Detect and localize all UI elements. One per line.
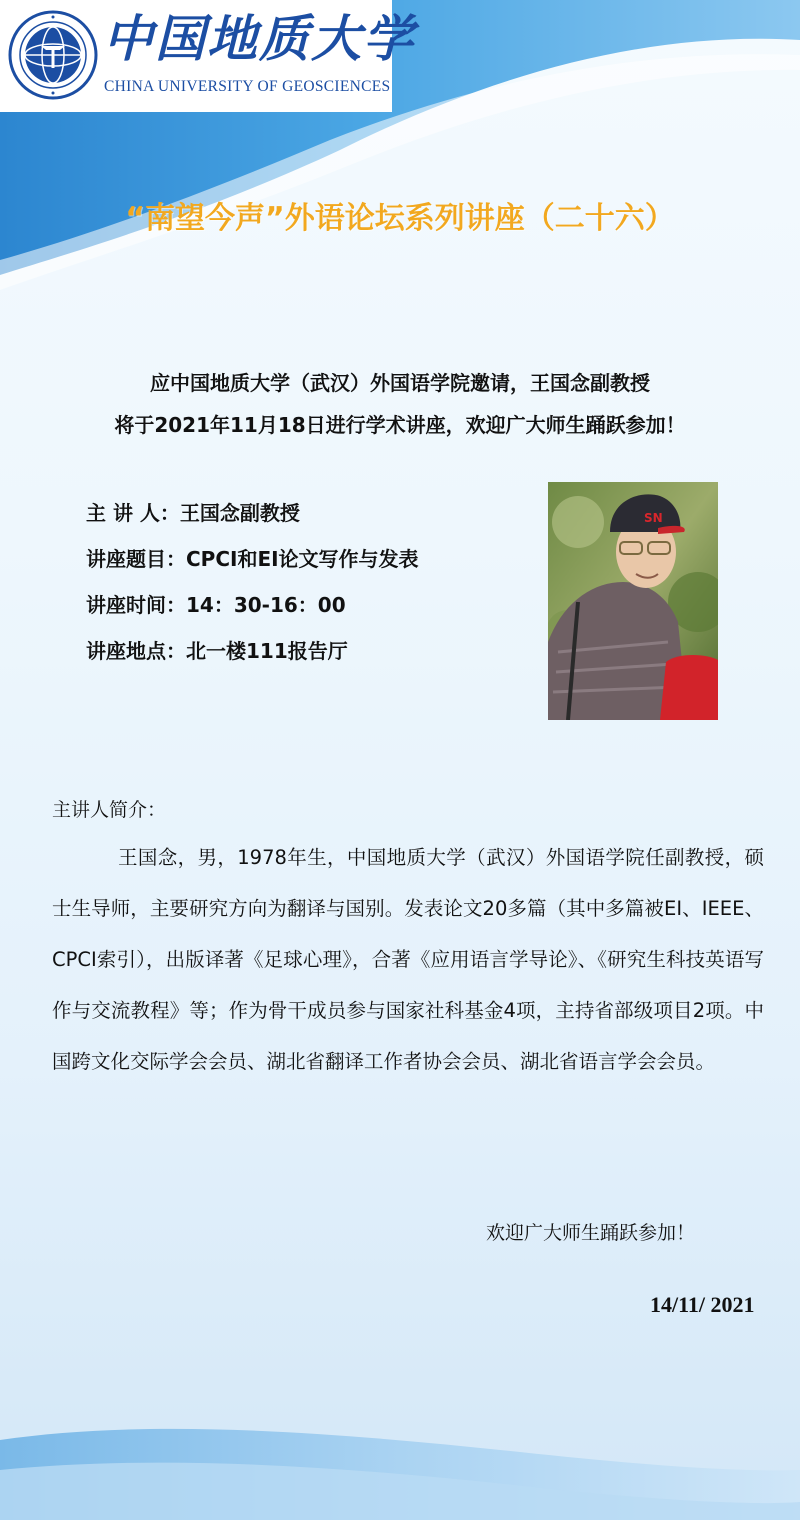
invitation-line-2: 将于2021年11月18日进行学术讲座，欢迎广大师生踊跃参加！ — [114, 413, 686, 437]
university-name-cn: 中国地质大学 — [103, 9, 415, 68]
speaker-bio-heading: 主讲人简介： — [52, 799, 167, 821]
university-logo-banner — [0, 0, 415, 112]
speaker-bio-text: 王国念，男，1978年生，中国地质大学（武汉）外国语学院任副教授，硕士生导师，主要研究方向为翻译与国别。发表论文20多篇（其中多篇被EI、IEEE、CPCI索引），出版译著《足球心理》，合著《应用语言学导论》、《研究生科技英语写作与交流教程》等；作为骨干成员参与国家社科基金4项，主持省部级项目2项。中国跨文化交际学会会员、湖北省翻译工作者协会会员、湖北省语言学会会员。 — [52, 846, 764, 1073]
invitation-line-1: 应中国地质大学（武汉）外国语学院邀请，王国念副教授 — [150, 371, 650, 395]
location-line: 讲座地点：北一楼111报告厅 — [86, 639, 348, 663]
university-seal-icon — [8, 10, 98, 100]
lecture-series-title: “南望今声”外语论坛系列讲座（二十六） — [125, 201, 675, 236]
svg-text:SN: SN — [644, 511, 663, 525]
invitation-text — [0, 362, 800, 446]
lecture-details — [86, 490, 536, 674]
university-name-en: CHINA UNIVERSITY OF GEOSCIENCES — [104, 78, 391, 95]
time-line: 讲座时间：14：30-16：00 — [86, 593, 346, 617]
publish-date: 14/11/ 2021 — [650, 1292, 755, 1317]
speaker-photo — [548, 482, 718, 720]
topic-line: 讲座题目：CPCI和EI论文写作与发表 — [86, 547, 419, 571]
closing-welcome: 欢迎广大师生踊跃参加！ — [486, 1222, 696, 1244]
speaker-line: 主 讲 人：王国念副教授 — [86, 501, 300, 525]
